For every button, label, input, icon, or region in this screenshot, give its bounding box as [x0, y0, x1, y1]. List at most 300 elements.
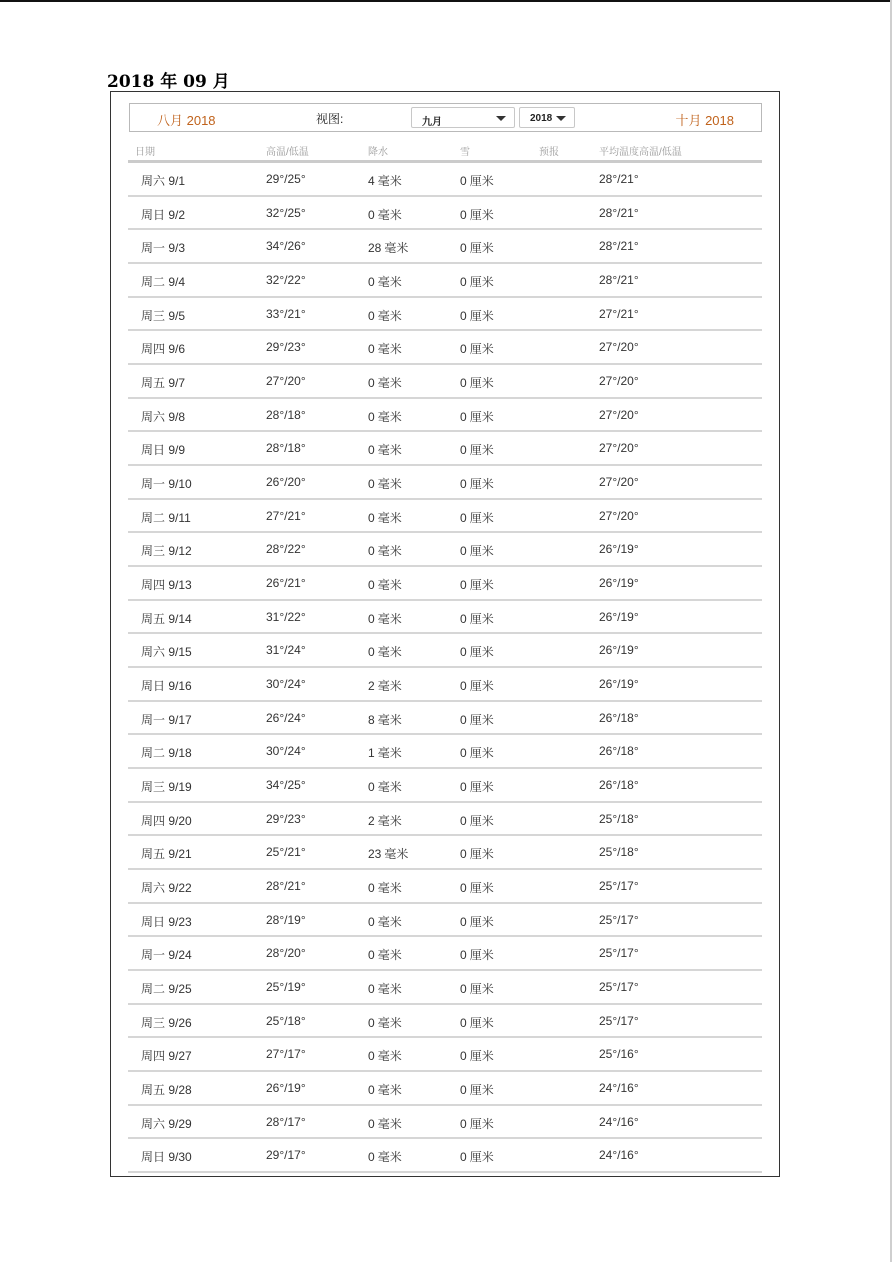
- snow-value: 0: [460, 207, 467, 222]
- precip-unit: 毫米: [377, 342, 402, 357]
- precip-unit: 毫米: [377, 578, 402, 593]
- precip-unit: 毫米: [377, 1150, 402, 1165]
- snow-value: 0: [460, 712, 467, 727]
- month-navigation: [129, 103, 762, 132]
- snow-value: 0: [460, 241, 467, 256]
- precip-unit: 毫米: [377, 207, 402, 222]
- snow-unit: 厘米: [469, 308, 494, 323]
- precip-unit: 毫米: [377, 275, 402, 290]
- average-temp: 25°/17°: [599, 879, 639, 894]
- precip-value: 0: [368, 376, 375, 391]
- snowfall: [460, 509, 494, 526]
- precip-value: 0: [368, 342, 375, 357]
- precipitation: [368, 542, 402, 559]
- chevron-down-icon: [556, 116, 566, 121]
- precipitation: [368, 273, 402, 290]
- average-temp: 26°/18°: [599, 744, 639, 759]
- day-date: 周二 9/11: [141, 510, 191, 525]
- snow-value: 0: [460, 510, 467, 525]
- snow-unit: 厘米: [469, 914, 494, 929]
- snow-unit: 厘米: [469, 847, 494, 862]
- table-row: [128, 634, 762, 668]
- precipitation: [368, 677, 402, 694]
- snowfall: [460, 610, 494, 627]
- high-low-temp: 34°/26°: [266, 239, 306, 254]
- table-row: [128, 904, 762, 938]
- header-forecast: 预报: [539, 147, 559, 158]
- table-row: [128, 500, 762, 534]
- snow-value: 0: [460, 679, 467, 694]
- snowfall: [460, 475, 494, 492]
- average-temp: 24°/16°: [599, 1114, 639, 1129]
- snow-unit: 厘米: [469, 1150, 494, 1165]
- day-date: 周六 9/29: [141, 1116, 192, 1131]
- snow-unit: 厘米: [469, 746, 494, 761]
- table-row: [128, 1038, 762, 1072]
- snowfall: [460, 307, 494, 324]
- table-row: [128, 1139, 762, 1173]
- snow-value: 0: [460, 544, 467, 559]
- table-row: [128, 197, 762, 231]
- high-low-temp: 29°/23°: [266, 811, 306, 826]
- high-low-temp: 25°/21°: [266, 845, 306, 860]
- day-date: 周五 9/21: [141, 847, 192, 862]
- day-date: 周三 9/5: [141, 308, 186, 323]
- average-temp: 25°/17°: [599, 980, 639, 995]
- table-row: [128, 1072, 762, 1106]
- precipitation: [368, 475, 402, 492]
- precipitation: [368, 172, 402, 189]
- snow-unit: 厘米: [469, 477, 494, 492]
- snow-unit: 厘米: [469, 174, 494, 188]
- average-temp: 27°/20°: [599, 475, 639, 490]
- high-low-temp: 26°/19°: [266, 1081, 306, 1096]
- day-date: 周日 9/23: [141, 914, 192, 929]
- snowfall: [460, 374, 494, 391]
- high-low-temp: 28°/22°: [266, 542, 306, 557]
- month-select-value: 九月: [422, 117, 442, 128]
- snowfall: [460, 677, 494, 694]
- precip-unit: 毫米: [377, 1015, 402, 1030]
- snowfall: [460, 812, 494, 829]
- precip-unit: 毫米: [377, 477, 402, 492]
- snowfall: [460, 441, 494, 458]
- average-temp: 24°/16°: [599, 1081, 639, 1096]
- snow-value: 0: [460, 914, 467, 929]
- precipitation: [368, 239, 408, 256]
- snow-unit: 厘米: [469, 376, 494, 391]
- day-date: 周五 9/28: [141, 1083, 192, 1098]
- top-border: [0, 0, 892, 2]
- precipitation: [368, 711, 402, 728]
- precip-value: 0: [368, 982, 375, 997]
- average-temp: 26°/19°: [599, 609, 639, 624]
- next-month-link[interactable]: 十月 2018: [675, 113, 734, 128]
- snowfall: [460, 340, 494, 357]
- high-low-temp: 33°/21°: [266, 306, 306, 321]
- snowfall: [460, 576, 494, 593]
- precip-value: 0: [368, 207, 375, 222]
- snow-value: 0: [460, 1049, 467, 1064]
- day-date: 周日 9/9: [141, 443, 186, 458]
- table-row: [128, 230, 762, 264]
- day-date: 周三 9/12: [141, 544, 192, 559]
- average-temp: 26°/19°: [599, 576, 639, 591]
- average-temp: 25°/18°: [599, 811, 639, 826]
- day-date: 周四 9/20: [141, 813, 192, 828]
- precip-value: 0: [368, 477, 375, 492]
- precip-value: 0: [368, 881, 375, 896]
- precipitation: [368, 441, 402, 458]
- precipitation: [368, 879, 402, 896]
- high-low-temp: 29°/23°: [266, 340, 306, 355]
- snowfall: [460, 239, 494, 256]
- average-temp: 26°/18°: [599, 778, 639, 793]
- high-low-temp: 29°/17°: [266, 1148, 306, 1163]
- snow-unit: 厘米: [469, 544, 494, 559]
- precip-value: 0: [368, 409, 375, 424]
- average-temp: 28°/21°: [599, 273, 639, 288]
- precip-value: 2: [368, 813, 375, 828]
- snowfall: [460, 273, 494, 290]
- precip-unit: 毫米: [377, 611, 402, 626]
- table-row: [128, 601, 762, 635]
- precipitation: [368, 643, 402, 660]
- precipitation: [368, 1014, 402, 1031]
- precip-value: 23: [368, 847, 382, 862]
- precipitation: [368, 206, 402, 223]
- snow-value: 0: [460, 611, 467, 626]
- precip-value: 0: [368, 1116, 375, 1131]
- precipitation: [368, 340, 402, 357]
- high-low-temp: 31°/22°: [266, 609, 306, 624]
- average-temp: 26°/19°: [599, 677, 639, 692]
- precipitation: [368, 576, 402, 593]
- snow-unit: 厘米: [469, 982, 494, 997]
- precipitation: [368, 1081, 402, 1098]
- header-precip: 降水: [368, 147, 388, 158]
- day-date: 周二 9/25: [141, 982, 192, 997]
- snow-value: 0: [460, 813, 467, 828]
- snowfall: [460, 778, 494, 795]
- snowfall: [460, 1014, 494, 1031]
- precip-unit: 毫米: [377, 308, 402, 323]
- day-date: 周日 9/16: [141, 679, 192, 694]
- average-temp: 27°/20°: [599, 508, 639, 523]
- snow-value: 0: [460, 409, 467, 424]
- precipitation: [368, 509, 402, 526]
- average-temp: 28°/21°: [599, 172, 639, 186]
- calendar-frame: [110, 91, 780, 1177]
- snow-value: 0: [460, 308, 467, 323]
- snow-unit: 厘米: [469, 813, 494, 828]
- table-row: [128, 399, 762, 433]
- precip-unit: 毫米: [377, 510, 402, 525]
- precipitation: [368, 610, 402, 627]
- precip-value: 0: [368, 275, 375, 290]
- table-row: [128, 432, 762, 466]
- precip-value: 1: [368, 746, 375, 761]
- snow-value: 0: [460, 174, 467, 188]
- snow-value: 0: [460, 780, 467, 795]
- precip-unit: 毫米: [377, 813, 402, 828]
- year-select[interactable]: [519, 107, 575, 128]
- precip-value: 0: [368, 1049, 375, 1064]
- day-date: 周二 9/4: [141, 275, 186, 290]
- precipitation: [368, 307, 402, 324]
- precipitation: [368, 1115, 402, 1132]
- precip-unit: 毫米: [384, 241, 409, 256]
- precip-unit: 毫米: [377, 1049, 402, 1064]
- snow-unit: 厘米: [469, 207, 494, 222]
- snowfall: [460, 711, 494, 728]
- average-temp: 25°/17°: [599, 912, 639, 927]
- snowfall: [460, 946, 494, 963]
- snow-value: 0: [460, 1150, 467, 1165]
- snowfall: [460, 845, 494, 862]
- precip-value: 0: [368, 308, 375, 323]
- high-low-temp: 28°/21°: [266, 879, 306, 894]
- precip-unit: 毫米: [377, 746, 402, 761]
- snow-unit: 厘米: [469, 1116, 494, 1131]
- table-row: [128, 1005, 762, 1039]
- snowfall: [460, 744, 494, 761]
- precip-value: 0: [368, 645, 375, 660]
- table-header: [128, 141, 762, 161]
- snow-value: 0: [460, 982, 467, 997]
- snow-value: 0: [460, 847, 467, 862]
- table-row: [128, 769, 762, 803]
- snow-unit: 厘米: [469, 342, 494, 357]
- high-low-temp: 29°/25°: [266, 172, 306, 186]
- snowfall: [460, 1047, 494, 1064]
- table-row: [128, 163, 762, 197]
- precip-value: 2: [368, 679, 375, 694]
- snowfall: [460, 1081, 494, 1098]
- precip-unit: 毫米: [377, 982, 402, 997]
- precip-unit: 毫米: [377, 780, 402, 795]
- header-avg: 平均温度高温/低温: [599, 147, 682, 158]
- day-date: 周一 9/10: [141, 477, 192, 492]
- high-low-temp: 30°/24°: [266, 677, 306, 692]
- high-low-temp: 28°/17°: [266, 1114, 306, 1129]
- precipitation: [368, 913, 402, 930]
- day-date: 周日 9/30: [141, 1150, 192, 1165]
- snowfall: [460, 408, 494, 425]
- snow-unit: 厘米: [469, 679, 494, 694]
- precipitation: [368, 374, 402, 391]
- day-date: 周六 9/22: [141, 881, 192, 896]
- snow-unit: 厘米: [469, 1083, 494, 1098]
- snow-value: 0: [460, 881, 467, 896]
- table-row: [128, 803, 762, 837]
- table-row: [128, 668, 762, 702]
- high-low-temp: 27°/20°: [266, 374, 306, 389]
- precipitation: [368, 1047, 402, 1064]
- high-low-temp: 25°/18°: [266, 1013, 306, 1028]
- snow-unit: 厘米: [469, 241, 494, 256]
- average-temp: 26°/18°: [599, 710, 639, 725]
- snow-unit: 厘米: [469, 510, 494, 525]
- snowfall: [460, 643, 494, 660]
- snow-value: 0: [460, 1083, 467, 1098]
- high-low-temp: 31°/24°: [266, 643, 306, 658]
- chevron-down-icon: [496, 116, 506, 121]
- table-row: [128, 836, 762, 870]
- precip-unit: 毫米: [384, 847, 409, 862]
- snow-unit: 厘米: [469, 611, 494, 626]
- precipitation: [368, 408, 402, 425]
- day-date: 周四 9/6: [141, 342, 186, 357]
- snow-unit: 厘米: [469, 1015, 494, 1030]
- view-label: 视图:: [316, 112, 344, 126]
- average-temp: 26°/19°: [599, 542, 639, 557]
- snow-unit: 厘米: [469, 275, 494, 290]
- snow-unit: 厘米: [469, 948, 494, 963]
- average-temp: 28°/21°: [599, 239, 639, 254]
- average-temp: 25°/18°: [599, 845, 639, 860]
- day-date: 周一 9/17: [141, 712, 192, 727]
- precip-unit: 毫米: [377, 443, 402, 458]
- snow-value: 0: [460, 477, 467, 492]
- precipitation: [368, 845, 408, 862]
- snow-unit: 厘米: [469, 443, 494, 458]
- table-row: [128, 567, 762, 601]
- prev-month-link[interactable]: 八月 2018: [157, 113, 216, 128]
- average-temp: 25°/17°: [599, 1013, 639, 1028]
- precip-unit: 毫米: [377, 914, 402, 929]
- day-date: 周四 9/27: [141, 1049, 192, 1064]
- header-snow: 雪: [460, 147, 470, 158]
- table-row: [128, 937, 762, 971]
- average-temp: 27°/21°: [599, 306, 639, 321]
- precip-unit: 毫米: [377, 174, 402, 188]
- average-temp: 27°/20°: [599, 340, 639, 355]
- day-date: 周一 9/3: [141, 241, 186, 256]
- page-title: 2018 年 09 月: [107, 72, 230, 92]
- header-temp: 高温/低温: [266, 147, 309, 158]
- snowfall: [460, 980, 494, 997]
- table-row: [128, 365, 762, 399]
- high-low-temp: 28°/18°: [266, 441, 306, 456]
- precip-value: 0: [368, 611, 375, 626]
- table-body: [128, 163, 762, 1173]
- day-date: 周三 9/19: [141, 780, 192, 795]
- high-low-temp: 28°/20°: [266, 946, 306, 961]
- high-low-temp: 25°/19°: [266, 980, 306, 995]
- precip-unit: 毫米: [377, 409, 402, 424]
- month-select[interactable]: [411, 107, 515, 128]
- precip-value: 0: [368, 1083, 375, 1098]
- precip-unit: 毫米: [377, 544, 402, 559]
- snow-unit: 厘米: [469, 645, 494, 660]
- table-row: [128, 702, 762, 736]
- snow-value: 0: [460, 746, 467, 761]
- precip-value: 8: [368, 712, 375, 727]
- precip-unit: 毫米: [377, 1116, 402, 1131]
- average-temp: 27°/20°: [599, 441, 639, 456]
- high-low-temp: 27°/17°: [266, 1047, 306, 1062]
- precip-value: 0: [368, 780, 375, 795]
- table-row: [128, 466, 762, 500]
- average-temp: 27°/20°: [599, 407, 639, 422]
- precip-value: 0: [368, 1015, 375, 1030]
- high-low-temp: 27°/21°: [266, 508, 306, 523]
- snow-value: 0: [460, 1116, 467, 1131]
- day-date: 周五 9/14: [141, 611, 192, 626]
- snow-unit: 厘米: [469, 409, 494, 424]
- day-date: 周一 9/24: [141, 948, 192, 963]
- snowfall: [460, 1148, 494, 1165]
- precip-unit: 毫米: [377, 881, 402, 896]
- high-low-temp: 34°/25°: [266, 778, 306, 793]
- snow-unit: 厘米: [469, 578, 494, 593]
- precip-value: 0: [368, 510, 375, 525]
- average-temp: 24°/16°: [599, 1148, 639, 1163]
- precip-unit: 毫米: [377, 948, 402, 963]
- snow-unit: 厘米: [469, 1049, 494, 1064]
- snow-value: 0: [460, 443, 467, 458]
- snow-value: 0: [460, 1015, 467, 1030]
- snow-value: 0: [460, 275, 467, 290]
- day-date: 周五 9/7: [141, 376, 186, 391]
- precipitation: [368, 946, 402, 963]
- table-row: [128, 331, 762, 365]
- day-date: 周四 9/13: [141, 578, 192, 593]
- snow-unit: 厘米: [469, 881, 494, 896]
- table-row: [128, 971, 762, 1005]
- table-row: [128, 533, 762, 567]
- precip-unit: 毫米: [377, 376, 402, 391]
- snow-value: 0: [460, 645, 467, 660]
- average-temp: 27°/20°: [599, 374, 639, 389]
- snowfall: [460, 542, 494, 559]
- high-low-temp: 28°/18°: [266, 407, 306, 422]
- table-row: [128, 735, 762, 769]
- precipitation: [368, 980, 402, 997]
- precip-value: 0: [368, 578, 375, 593]
- average-temp: 25°/17°: [599, 946, 639, 961]
- precip-value: 0: [368, 948, 375, 963]
- table-row: [128, 264, 762, 298]
- precip-value: 28: [368, 241, 382, 256]
- precipitation: [368, 1148, 402, 1165]
- year-select-value: 2018: [530, 113, 553, 124]
- average-temp: 26°/19°: [599, 643, 639, 658]
- snowfall: [460, 206, 494, 223]
- precip-unit: 毫米: [377, 645, 402, 660]
- precip-value: 0: [368, 1150, 375, 1165]
- precip-unit: 毫米: [377, 712, 402, 727]
- table-row: [128, 1106, 762, 1140]
- snow-value: 0: [460, 578, 467, 593]
- average-temp: 28°/21°: [599, 205, 639, 220]
- high-low-temp: 26°/21°: [266, 576, 306, 591]
- day-date: 周六 9/1: [141, 174, 186, 188]
- high-low-temp: 26°/20°: [266, 475, 306, 490]
- table-row: [128, 870, 762, 904]
- day-date: 周日 9/2: [141, 207, 186, 222]
- snow-value: 0: [460, 948, 467, 963]
- header-date: 日期: [135, 147, 155, 158]
- precipitation: [368, 778, 402, 795]
- day-date: 周三 9/26: [141, 1015, 192, 1030]
- snow-value: 0: [460, 342, 467, 357]
- high-low-temp: 26°/24°: [266, 710, 306, 725]
- snow-value: 0: [460, 376, 467, 391]
- precipitation: [368, 744, 402, 761]
- day-date: 周二 9/18: [141, 746, 192, 761]
